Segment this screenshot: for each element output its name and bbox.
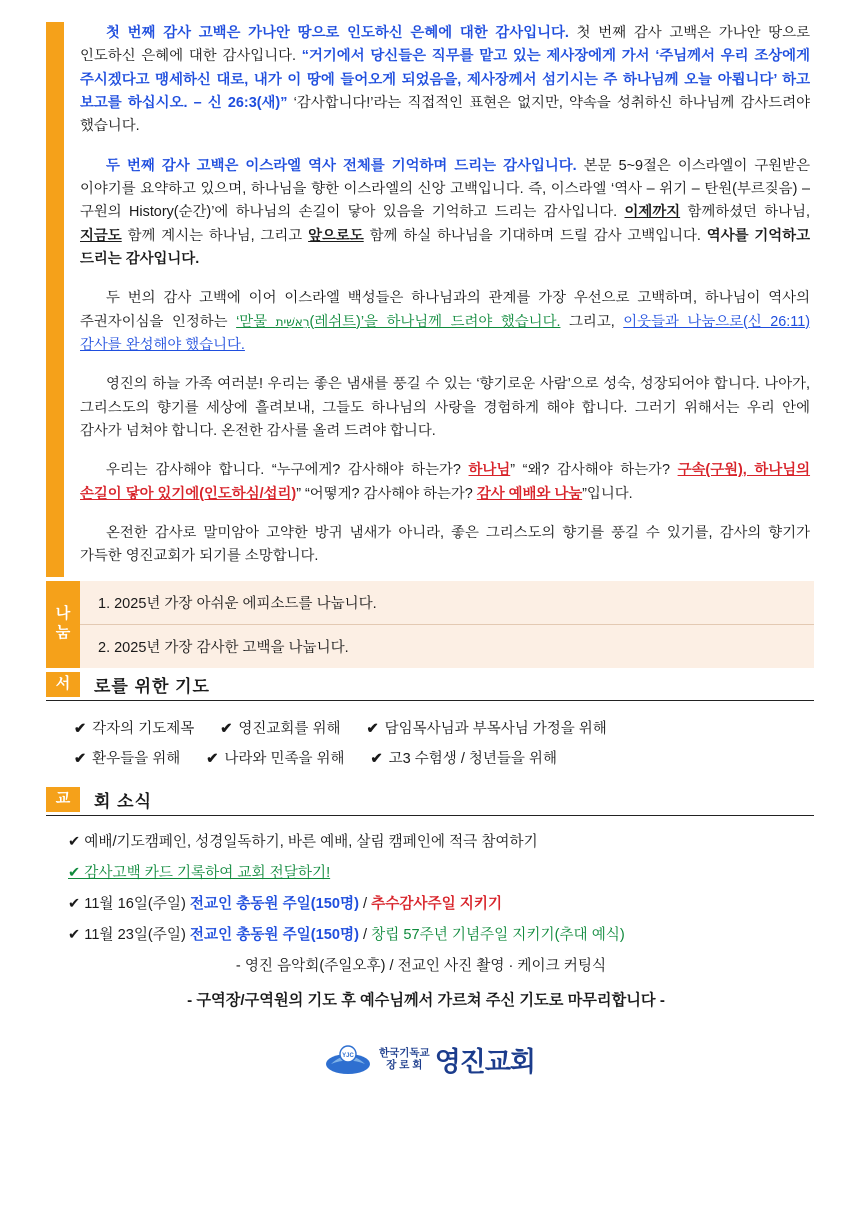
prayer-row-1 (74, 717, 814, 738)
check-icon: ✔ (206, 750, 219, 767)
news-section-header (46, 787, 814, 812)
para5-run-2: 하나님 (468, 462, 511, 479)
para1-run-4: ‘감사합니다!’라는 직접적인 표현은 없지만, 약속을 성취하신 하나님께 감사드려야 했습니다. (80, 94, 810, 135)
para2-run-7: 앞으로도 (308, 227, 364, 244)
news-section-title: 회 소식 (94, 791, 152, 811)
paragraph-1 (80, 22, 810, 139)
svg-text:YJC: YJC (342, 1053, 354, 1060)
check-icon: ✔ (74, 750, 87, 767)
para5-run-3: ” “왜? 감사해야 하는가? (510, 462, 678, 479)
para5-run-6: 감사 예배와 나눔 (476, 485, 583, 502)
para2-run-6: 함께 계시는 하나님, 그리고 (121, 227, 309, 244)
prayer-section-tag: 서 (46, 672, 80, 697)
news-line-4-date: ✔ 11월 23일(주일) (68, 926, 190, 943)
orange-accent-bar (46, 22, 64, 577)
news-line-4-highlight: 전교인 총동원 주일(150명) (189, 926, 359, 943)
news-line-4-tail: 창립 57주년 기념주일 지키기(추대 예식) (371, 926, 625, 943)
denomination-line-2: 장 로 회 (386, 1059, 423, 1072)
news-line-3-highlight: 전교인 총동원 주일(150명) (189, 895, 359, 912)
news-line-4-sep: / (358, 926, 372, 943)
para1-run-1: 첫 번째 감사 고백은 가나안 땅으로 인도하신 은혜에 대한 감사입니다. (106, 25, 569, 41)
para1-run-3: “거기에서 당신들은 직무를 맡고 있는 제사장에게 가서 ‘주님께서 우리 조상에게 주시겠다고 맹세하신 대로, 내가 이 땅에 들어오게 되었음을, 제사장께서 섬기시는 주 하나님께 오늘 아룁니다’ 하고 보고를 하십시오. – 신 26:3(새)” (80, 48, 810, 111)
share-tag-line-2: 눔 (55, 624, 71, 642)
para3-run-5: 이웃들과 나눔으로(신 26:11) 감사를 완성해야 했습니다. (80, 313, 810, 353)
para4-run-1: 영진의 하늘 가족 여러분! 우리는 좋은 냄새를 풍길 수 있는 ‘향기로운 사람’으로 성숙, 성장되어야 합니다. 나아가, 그리스도의 향기를 세상에 흘려보내, 그들도 하나님의 사랑을 경험하게 해야 합니다. 그러기 위해서는 우리 안에 감사가 넘쳐야 합니다. 온전한 감사를 올려 드려야 합니다. (80, 376, 810, 439)
share-items (80, 581, 814, 668)
prayer-section-title: 로를 위한 기도 (94, 676, 210, 696)
news-center-line: - 영진 음악회(주일오후) / 전교인 사진 촬영 · 케이크 커팅식 (235, 957, 607, 974)
para3-run-4: 그리고, (560, 313, 624, 330)
news-line-3-sep: / (358, 895, 372, 912)
check-icon: ✔ (68, 833, 85, 850)
para3-run-1: 두 번의 감사 고백에 이어 이스라엘 백성들은 하나님과의 관계를 가장 우선으로 고백하며, 하나님이 역사의 주권자이심을 인정하는 (80, 290, 810, 330)
denomination-text (379, 1047, 430, 1071)
prayer-item (220, 717, 340, 738)
news-line-1 (68, 830, 814, 851)
prayer-item-label: 담임목사님과 부목사님 가정을 위해 (384, 720, 607, 737)
sermon-paragraphs (64, 22, 814, 577)
church-logo (46, 1040, 814, 1079)
news-line-3-date: ✔ 11월 16일(주일) (68, 895, 190, 912)
para3-run-2: ‘맏물 (236, 313, 276, 330)
prayer-item (74, 717, 194, 738)
para2-run-9: 역사를 기억하고 드리는 감사입니다. (80, 227, 811, 267)
para2-run-8: 함께 하실 하나님을 기대하며 드릴 감사 고백입니다. (363, 227, 707, 244)
para2-run-3: 이제까지 (624, 204, 681, 221)
para2-run-2: 본문 5~9절은 이스라엘이 구원받은 이야기를 요약하고 있으며, 하나님을 향한 이스라엘의 신앙 고백입니다. 즉, 이스라엘 ‘역사 – 위기 – 탄원(부르짖음) – 구원의 History(순간)’에 하나님의 손길이 닿아 있음을 기억하고 드리는 감사입니다. (80, 157, 811, 221)
news-line-4 (68, 923, 814, 944)
para6-run-1: 온전한 감사로 말미암아 고약한 방귀 냄새가 아니라, 좋은 그리스도의 향기를 풍길 수 있기를, 감사의 향기가 가득한 영진교회가 되기를 소망합니다. (80, 524, 810, 565)
para5-run-5: ” “어떻게? 감사해야 하는가? (296, 485, 477, 502)
church-name: 영진교회 (434, 1046, 536, 1077)
paragraph-6 (80, 522, 810, 569)
prayer-item (371, 747, 557, 768)
news-closing-line: - 구역장/구역원의 기도 후 예수님께서 가르쳐 주신 기도로 마무리합니다 - (187, 991, 665, 1009)
news-list (46, 816, 814, 1024)
para5-run-4: 구속(구원), 하나님의 손길이 닿아 있기에(인도하심/섭리) (80, 462, 811, 502)
share-section (46, 581, 814, 668)
para1-run-2: 첫 번째 감사 고백은 가나안 땅으로 인도하신 은혜에 대한 감사입니다. (80, 25, 810, 65)
prayer-item (366, 717, 606, 738)
denomination-line-1: 한국기독교 (378, 1047, 430, 1059)
news-line-2 (68, 861, 814, 882)
para2-run-1: 두 번째 감사 고백은 이스라엘 역사 전체를 기억하며 드리는 감사입니다. (106, 157, 577, 174)
sermon-body-section (46, 22, 814, 577)
check-icon: ✔ (370, 750, 383, 767)
prayer-list (46, 701, 814, 783)
para5-run-7: ”입니다. (582, 485, 633, 502)
share-tag-line-1: 나 (55, 605, 71, 623)
para3-run-3: (레쉬트)’을 하나님께 드려야 했습니다. (309, 313, 561, 330)
para5-run-1: 우리는 감사해야 합니다. “누구에게? 감사해야 하는가? (106, 462, 469, 479)
news-line-1-text: 예배/기도캠페인, 성경일독하기, 바른 예배, 살림 캠페인에 적극 참여하기 (84, 833, 538, 850)
para2-run-5: 지금도 (80, 227, 122, 244)
paragraph-3 (80, 287, 810, 357)
check-icon: ✔ (220, 720, 233, 737)
check-icon: ✔ (74, 720, 87, 737)
paragraph-5 (80, 459, 810, 506)
paragraph-4 (80, 373, 810, 443)
paragraph-2 (80, 155, 810, 272)
news-section-tag: 교 (46, 787, 80, 812)
para3-run-hebrew: רֵאשִׁית (275, 314, 310, 329)
prayer-item-label: 영진교회를 위해 (238, 720, 341, 737)
prayer-section-header (46, 672, 814, 697)
news-line-2-text: ✔ 감사고백 카드 기록하여 교회 전달하기! (68, 864, 331, 881)
share-item-1: 1. 2025년 가장 아쉬운 에피소드를 나눕니다. (80, 581, 814, 625)
prayer-item (74, 747, 180, 768)
prayer-item-label: 각자의 기도제목 (92, 720, 195, 737)
share-item-2: 2. 2025년 가장 감사한 고백을 나눕니다. (98, 639, 349, 656)
share-section-tag (46, 581, 80, 668)
prayer-item-label: 고3 수험생 / 청년들을 위해 (388, 750, 557, 767)
news-line-3-tail: 추수감사주일 지키기 (371, 895, 503, 912)
prayer-row-2 (74, 747, 814, 768)
prayer-section (46, 672, 814, 783)
para2-run-4: 함께하셨던 하나님, (680, 204, 810, 221)
news-section (46, 787, 814, 1024)
prayer-item-label: 환우들을 위해 (92, 750, 181, 767)
church-logo-icon (325, 1042, 371, 1076)
prayer-item-label: 나라와 민족을 위해 (224, 750, 345, 767)
check-icon: ✔ (366, 720, 379, 737)
prayer-item (206, 747, 344, 768)
news-line-3 (68, 892, 814, 913)
